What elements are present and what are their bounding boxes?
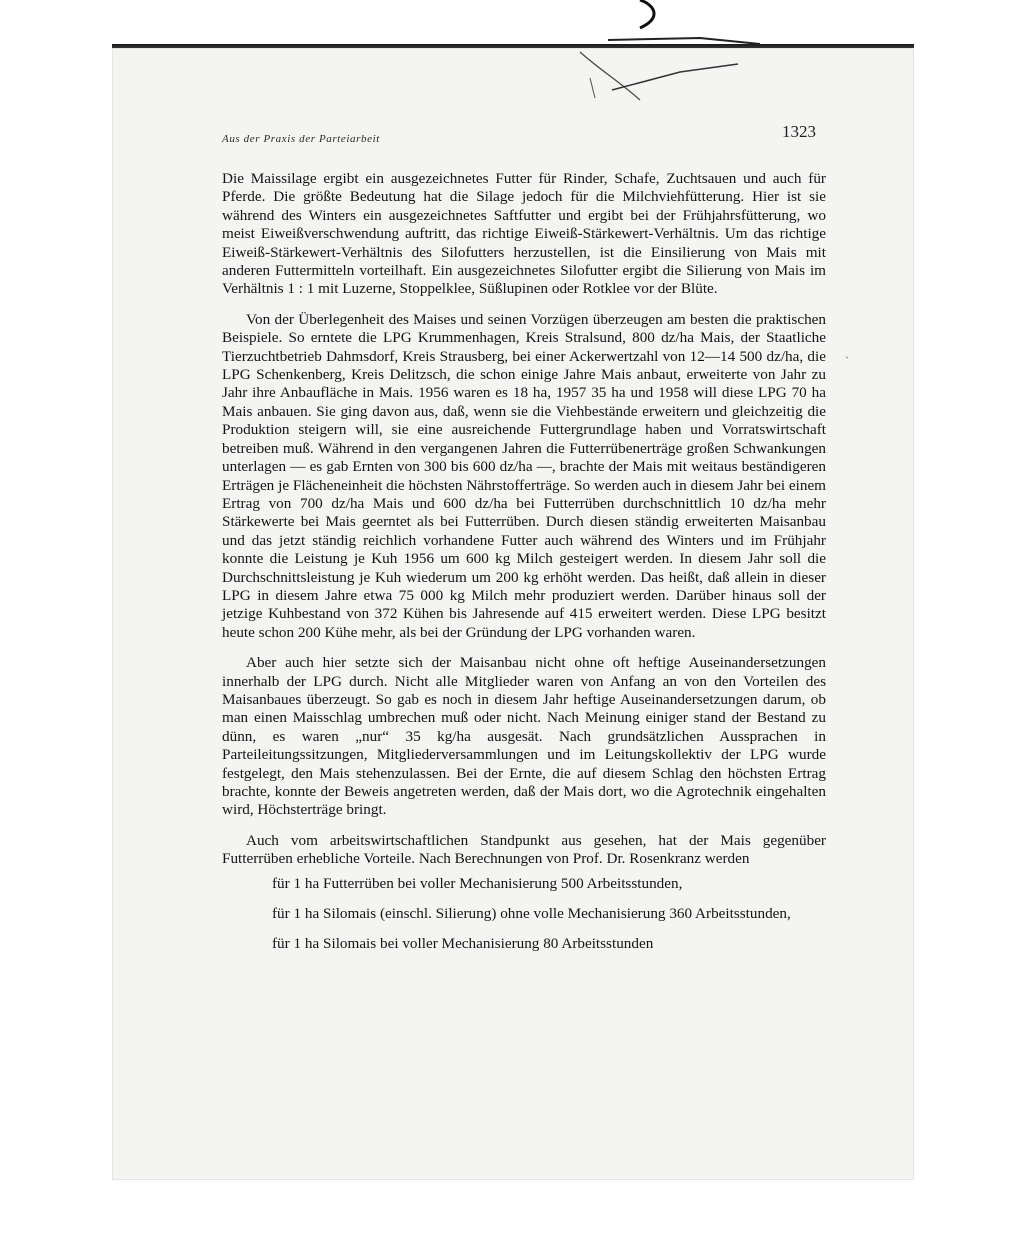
list-item: für 1 ha Futterrüben bei voller Mechanisierung 500 Arbeitsstunden,	[272, 874, 683, 892]
paper-tear-mark	[0, 0, 1024, 130]
article-body	[222, 170, 826, 966]
paragraph-2: Von der Überlegenheit des Maises und seinen Vorzügen überzeugen am besten die praktischen Beispiele. So erntete die LPG Krummenhagen, Kreis Stralsund, 800 dz/ha Mais, der Staatliche Tierzuchtbetrieb Dahmsdorf, Kreis Strausberg, bei einer Ackerwertzahl von 12—14 500 dz/ha, die LPG Schenkenberg, Kreis Delitzsch, die schon einige Jahre Mais anbaut, erweiterte von Jahr zu Jahr ihre Anbaufläche in Mais. 1956 waren es 18 ha, 1957 35 ha und 1958 will diese LPG 70 ha Mais anbauen. Sie ging davon aus, daß, wenn sie die Viehbestände erweitern und gleichzeitig die Produktion steigern will, sie eine ausreichende Futtergrundlage haben und Vorratswirtschaft betreiben muß. Während in den vergangenen Jahren die Futterrübenerträge großen Schwankungen unterlagen — es gab Ernten von 300 bis 600 dz/ha —, brachte der Mais mit weitaus beständigeren Erträgen je Flächeneinheit die höchsten Nährstofferträge. So werden auch in diesem Jahr bei einem Ertrag von 700 dz/ha Mais und 600 dz/ha bei Futterrüben durchschnittlich 10 dz/ha mehr Stärkewerte bei Mais geerntet als bei Futterrüben. Durch diesen ständig erweiterten Maisanbau und das jetzt ständig reichlich vorhandene Futter auch während des Winters und im Frühjahr konnte die Leistung je Kuh 1956 um 600 kg Milch gesteigert werden. In diesem Jahr soll die Durchschnittsleistung je Kuh wiederum um 200 kg erhöht werden. Das heißt, daß allein in dieser LPG in diesem Jahre etwa 75 000 kg Milch mehr produziert werden. Darüber hinaus soll der jetzige Kuhbestand von 372 Kühen bis Jahresende auf 415 erweitert werden. Diese LPG besitzt heute schon 200 Kühe mehr, als bei der Gründung der LPG vorhanden waren.	[222, 310, 826, 641]
margin-mark-icon: ˎ	[845, 345, 849, 359]
work-hours-list	[272, 875, 826, 954]
list-item: für 1 ha Silomais bei voller Mechanisierung 80 Arbeitsstunden	[272, 935, 654, 953]
paragraph-4: Auch vom arbeitswirtschaftlichen Standpunkt aus gesehen, hat der Mais gegenüber Futterrüben erhebliche Vorteile. Nach Berechnungen von Prof. Dr. Rosenkranz werden	[222, 831, 826, 868]
running-head: Aus der Praxis der Parteiarbeit	[222, 133, 380, 145]
paragraph-3: Aber auch hier setzte sich der Maisanbau nicht ohne oft heftige Auseinandersetzungen innerhalb der LPG durch. Nicht alle Mitglieder waren von Anfang an von den Vorteilen des Maisanbaues überzeugt. So gab es noch in diesem Jahr heftige Auseinandersetzungen darum, ob man einen Maisschlag umbrechen muß oder nicht. Nach Meinung einiger stand der Bestand zu dünn, es waren „nur“ 35 kg/ha ausgesät. Nach grundsätzlichen Aussprachen in Parteileitungssitzungen, Mitgliederversammlungen und im Leitungskollektiv der LPG wurde festgelegt, den Mais stehenzulassen. Bei der Ernte, die auf diesem Schlag den höchsten Ertrag brachte, konnte der Beweis angetreten werden, daß der Mais dort, wo die Agrotechnik eingehalten wird, Höchsterträge bringt.	[222, 654, 826, 819]
list-item: für 1 ha Silomais (einschl. Silierung) ohne volle Mechanisierung 360 Arbeitsstunden,	[272, 905, 791, 923]
page-number: 1323	[782, 122, 816, 141]
paragraph-1: Die Maissilage ergibt ein ausgezeichnetes Futter für Rinder, Schafe, Zuchtsauen und auch für Pferde. Die größte Bedeutung hat die Silage jedoch für die Milchviehfütterung. Hier ist sie während des Winters ein ausgezeichnetes Saftfutter und ergibt bei der Frühjahrsfütterung, wo meist Eiweißverschwendung auftritt, das richtige Eiweiß-Stärkewert-Verhältnis. Um das richtige Eiweiß-Stärkewert-Verhältnis des Silofutters herzustellen, ist die Einsilierung von Mais mit anderen Futtermitteln vorteilhaft. Ein ausgezeichnetes Silofutter ergibt die Silierung von Mais im Verhältnis 1 : 1 mit Luzerne, Stoppelklee, Süßlupinen oder Rotklee vor der Blüte.	[222, 170, 826, 298]
